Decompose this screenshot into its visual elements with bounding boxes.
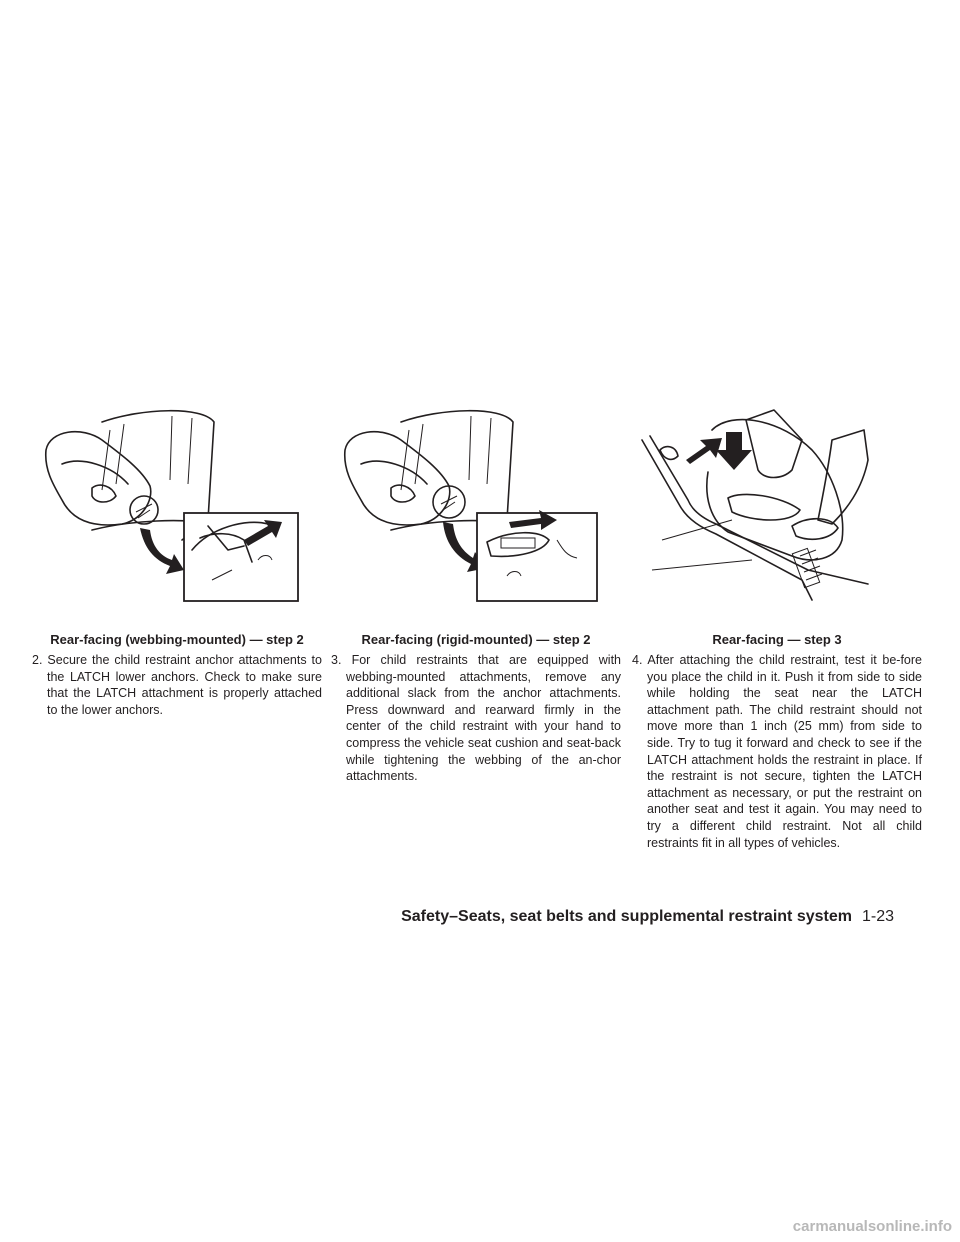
illustration-webbing-mounted — [32, 400, 322, 610]
illustration-rigid-mounted — [331, 400, 621, 610]
column-step-2-webbing — [32, 400, 322, 718]
figure-caption-3: Rear-facing — step 3 — [712, 632, 842, 647]
step-3-text: 3. For child restraints that are equipped with webbing-mounted attachments, remove any additional slack from the anchor attachments. Press downward and rearward firmly in the center of the child restraint with your hand to compress the vehicle seat cushion and seat-back while tightening the webbing of the an-chor attachments. — [331, 653, 621, 784]
column-step-4-test — [632, 400, 922, 851]
section-title: Safety–Seats, seat belts and supplemental restraint system — [401, 908, 852, 925]
page-footer — [401, 908, 894, 926]
step-2-text: 2. Secure the child restraint anchor attachments to the LATCH lower anchors. Check to make sure that the LATCH attachment is properly attached to the lower anchors. — [32, 653, 322, 717]
page-number: 1-23 — [861, 908, 894, 925]
figure-caption-2: Rear-facing (rigid-mounted) — step 2 — [361, 632, 591, 647]
watermark: carmanualsonline.info — [792, 1218, 952, 1235]
figure-caption-1: Rear-facing (webbing-mounted) — step 2 — [50, 632, 304, 647]
illustration-rear-facing-step-3 — [632, 400, 922, 610]
column-step-3-rigid — [331, 400, 621, 785]
step-4-text: 4. After attaching the child restraint, test it be-fore you place the child in it. Push it from side to side while holding the seat near the LATCH attachment path. The child restraint should not move more than 1 inch (25 mm) from side to side. Try to tug it forward and check to see if the LATCH attachment holds the restraint in place. If the restraint is not secure, tighten the LATCH attachment as necessary, or put the restraint on another seat and test it again. You may need to try a different child restraint. Not all child restraints fit in all types of vehicles. — [632, 653, 922, 850]
